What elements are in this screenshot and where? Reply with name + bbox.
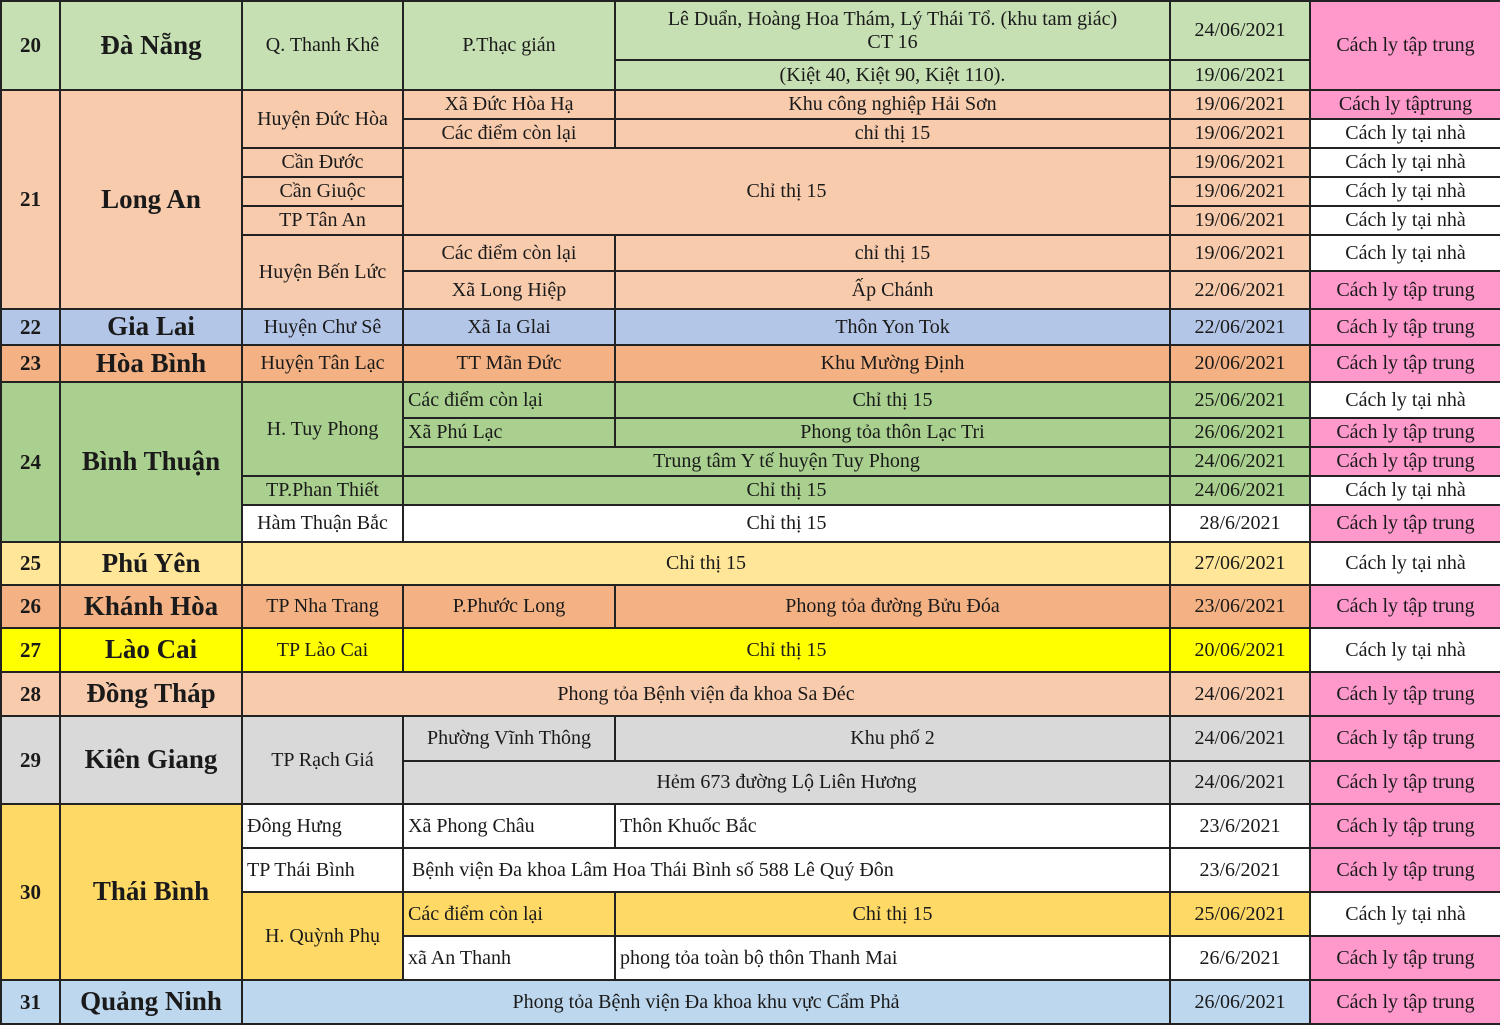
province-cell: Khánh Hòa [60, 585, 242, 628]
province-cell: Long An [60, 90, 242, 309]
area-cell: Phong tỏa Bệnh viện đa khoa Sa Đéc [242, 672, 1170, 716]
measure-cell: Cách ly tại nhà [1310, 119, 1500, 148]
table-row [1, 345, 1500, 382]
ward-cell: Các điểm còn lại [403, 892, 615, 936]
area-cell: Trung tâm Y tế huyện Tuy Phong [403, 447, 1170, 476]
district-cell: TP Rạch Giá [242, 716, 403, 804]
table-row [1, 309, 1500, 345]
area-cell: Chỉ thị 15 [242, 542, 1170, 585]
table-row [1, 672, 1500, 716]
table-row [1, 585, 1500, 628]
date-cell: 24/06/2021 [1170, 447, 1310, 476]
date-cell: 20/06/2021 [1170, 628, 1310, 672]
table-row [1, 716, 1500, 761]
measure-cell: Cách ly tập trung [1310, 271, 1500, 309]
date-cell: 24/06/2021 [1170, 1, 1310, 60]
row-number: 23 [1, 345, 60, 382]
date-cell: 20/06/2021 [1170, 345, 1310, 382]
area-cell: Bệnh viện Đa khoa Lâm Hoa Thái Bình số 588 Lê Quý Đôn [403, 848, 1170, 892]
measure-cell: Cách ly tập trung [1310, 980, 1500, 1024]
measure-cell: Cách ly tập trung [1310, 585, 1500, 628]
ward-cell: Các điểm còn lại [403, 235, 615, 271]
measure-cell: Cách ly tập trung [1310, 345, 1500, 382]
table-row [1, 1, 1500, 60]
date-cell: 19/06/2021 [1170, 90, 1310, 119]
district-cell: Huyện Bến Lức [242, 235, 403, 309]
area-cell: Chỉ thị 15 [615, 382, 1170, 418]
area-cell: Khu công nghiệp Hải Sơn [615, 90, 1170, 119]
district-cell: H. Quỳnh Phụ [242, 892, 403, 980]
date-cell: 26/06/2021 [1170, 980, 1310, 1024]
date-cell: 19/06/2021 [1170, 235, 1310, 271]
date-cell: 24/06/2021 [1170, 716, 1310, 761]
ward-cell: xã An Thanh [403, 936, 615, 980]
district-cell: Huyện Đức Hòa [242, 90, 403, 148]
ward-cell: Xã Đức Hòa Hạ [403, 90, 615, 119]
measure-cell: Cách ly tập trung [1310, 716, 1500, 761]
province-cell: Thái Bình [60, 804, 242, 980]
province-cell: Đồng Tháp [60, 672, 242, 716]
measure-cell: Cách ly tại nhà [1310, 177, 1500, 206]
measure-cell: Cách ly tập trung [1310, 418, 1500, 447]
area-cell: Thôn Khuốc Bắc [615, 804, 1170, 848]
row-number: 29 [1, 716, 60, 804]
measure-cell: Cách ly tập trung [1310, 447, 1500, 476]
date-cell: 19/06/2021 [1170, 60, 1310, 90]
area-cell: Phong tỏa thôn Lạc Tri [615, 418, 1170, 447]
area-cell: Chỉ thị 15 [403, 148, 1170, 235]
measure-cell: Cách ly tập trung [1310, 936, 1500, 980]
row-number: 22 [1, 309, 60, 345]
measure-cell: Cách ly tập trung [1310, 761, 1500, 804]
row-number: 25 [1, 542, 60, 585]
date-cell: 25/06/2021 [1170, 892, 1310, 936]
date-cell: 19/06/2021 [1170, 177, 1310, 206]
area-cell: phong tỏa toàn bộ thôn Thanh Mai [615, 936, 1170, 980]
area-cell: Khu phố 2 [615, 716, 1170, 761]
date-cell: 19/06/2021 [1170, 206, 1310, 235]
area-cell: Chỉ thị 15 [403, 628, 1170, 672]
measure-cell: Cách ly tập trung [1310, 848, 1500, 892]
area-cell: Chỉ thị 15 [403, 476, 1170, 505]
measure-cell: Cách ly tậptrung [1310, 90, 1500, 119]
ward-cell: TT Mãn Đức [403, 345, 615, 382]
measure-cell: Cách ly tại nhà [1310, 382, 1500, 418]
province-cell: Kiên Giang [60, 716, 242, 804]
date-cell: 23/6/2021 [1170, 848, 1310, 892]
province-cell: Đà Nẵng [60, 1, 242, 90]
row-number: 21 [1, 90, 60, 309]
row-number: 20 [1, 1, 60, 90]
date-cell: 22/06/2021 [1170, 309, 1310, 345]
date-cell: 25/06/2021 [1170, 382, 1310, 418]
table-row [1, 628, 1500, 672]
district-cell: H. Tuy Phong [242, 382, 403, 476]
measure-cell: Cách ly tại nhà [1310, 628, 1500, 672]
table-row [1, 90, 1500, 119]
measure-cell: Cách ly tại nhà [1310, 148, 1500, 177]
area-cell: (Kiệt 40, Kiệt 90, Kiệt 110). [615, 60, 1170, 90]
district-cell: TP.Phan Thiết [242, 476, 403, 505]
area-cell: Khu Mường Định [615, 345, 1170, 382]
date-cell: 23/06/2021 [1170, 585, 1310, 628]
date-cell: 22/06/2021 [1170, 271, 1310, 309]
date-cell: 24/06/2021 [1170, 761, 1310, 804]
row-number: 30 [1, 804, 60, 980]
measure-cell: Cách ly tại nhà [1310, 542, 1500, 585]
table-row [1, 804, 1500, 848]
row-number: 24 [1, 382, 60, 542]
date-cell: 27/06/2021 [1170, 542, 1310, 585]
district-cell: Hàm Thuận Bắc [242, 505, 403, 542]
date-cell: 26/6/2021 [1170, 936, 1310, 980]
area-cell: Hẻm 673 đường Lộ Liên Hương [403, 761, 1170, 804]
date-cell: 19/06/2021 [1170, 119, 1310, 148]
measure-cell: Cách ly tại nhà [1310, 235, 1500, 271]
province-cell: Gia Lai [60, 309, 242, 345]
area-cell: Phong tỏa Bệnh viện Đa khoa khu vực Cẩm Phả [242, 980, 1170, 1024]
table-row [1, 980, 1500, 1024]
province-cell: Phú Yên [60, 542, 242, 585]
district-cell: Huyện Tân Lạc [242, 345, 403, 382]
district-cell: Cần Đước [242, 148, 403, 177]
district-cell: Cần Giuộc [242, 177, 403, 206]
ward-cell: Xã Phong Châu [403, 804, 615, 848]
province-cell: Lào Cai [60, 628, 242, 672]
measure-cell: Cách ly tập trung [1310, 309, 1500, 345]
province-cell: Bình Thuận [60, 382, 242, 542]
area-cell: Thôn Yon Tok [615, 309, 1170, 345]
measure-cell: Cách ly tại nhà [1310, 476, 1500, 505]
ward-cell: Xã Ia Glai [403, 309, 615, 345]
row-number: 31 [1, 980, 60, 1024]
row-number: 28 [1, 672, 60, 716]
district-cell: TP Lào Cai [242, 628, 403, 672]
area-cell: Lê Duẩn, Hoàng Hoa Thám, Lý Thái Tổ. (khu tam giác) CT 16 [615, 1, 1170, 60]
measure-cell: Cách ly tập trung [1310, 804, 1500, 848]
district-cell: TP Thái Bình [242, 848, 403, 892]
row-number: 26 [1, 585, 60, 628]
date-cell: 23/6/2021 [1170, 804, 1310, 848]
area-cell: Chỉ thị 15 [403, 505, 1170, 542]
ward-cell: Xã Long Hiệp [403, 271, 615, 309]
area-cell: Ấp Chánh [615, 271, 1170, 309]
district-cell: Q. Thanh Khê [242, 1, 403, 90]
date-cell: 24/06/2021 [1170, 672, 1310, 716]
measure-cell: Cách ly tập trung [1310, 1, 1500, 90]
ward-cell: P.Phước Long [403, 585, 615, 628]
ward-cell: Phường Vĩnh Thông [403, 716, 615, 761]
area-cell: Chỉ thị 15 [615, 892, 1170, 936]
measure-cell: Cách ly tại nhà [1310, 892, 1500, 936]
date-cell: 24/06/2021 [1170, 476, 1310, 505]
table-row [1, 542, 1500, 585]
ward-cell: P.Thạc gián [403, 1, 615, 90]
area-cell: chỉ thị 15 [615, 235, 1170, 271]
measure-cell: Cách ly tại nhà [1310, 206, 1500, 235]
province-cell: Quảng Ninh [60, 980, 242, 1024]
date-cell: 26/06/2021 [1170, 418, 1310, 447]
district-cell: Huyện Chư Sê [242, 309, 403, 345]
ward-cell: Các điểm còn lại [403, 382, 615, 418]
measure-cell: Cách ly tập trung [1310, 505, 1500, 542]
ward-cell: Xã Phú Lạc [403, 418, 615, 447]
row-number: 27 [1, 628, 60, 672]
date-cell: 19/06/2021 [1170, 148, 1310, 177]
district-cell: TP Nha Trang [242, 585, 403, 628]
area-cell: chỉ thị 15 [615, 119, 1170, 148]
table-row [1, 382, 1500, 418]
ward-cell: Các điểm còn lại [403, 119, 615, 148]
area-cell: Phong tỏa đường Bửu Đóa [615, 585, 1170, 628]
measure-cell: Cách ly tập trung [1310, 672, 1500, 716]
district-cell: Đông Hưng [242, 804, 403, 848]
district-cell: TP Tân An [242, 206, 403, 235]
province-cell: Hòa Bình [60, 345, 242, 382]
date-cell: 28/6/2021 [1170, 505, 1310, 542]
